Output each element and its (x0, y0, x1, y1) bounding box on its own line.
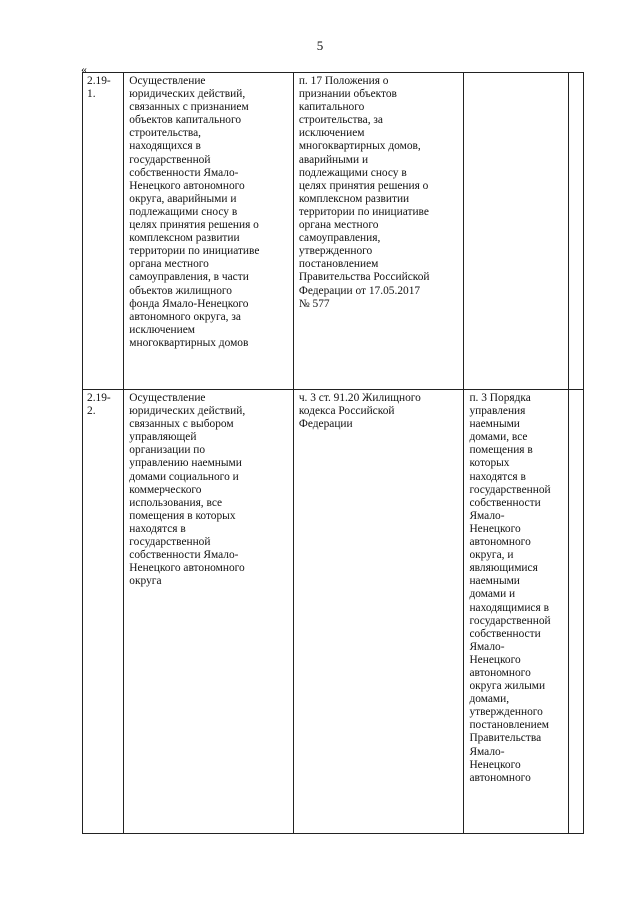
table-row (83, 73, 584, 390)
regional-legal-basis-cell: п. 3 Порядка управления наемными домами, все помещения в которых находятся в государственной собственности Ямало- Ненецкого автономного округа, и являющимися наемными домами и находящимися в государственной собственности Ямало- Ненецкого автономного округа жилыми домами, утвержденного постановлением Правительства Ямало- Ненецкого автономного (464, 390, 568, 834)
row-number-cell: 2.19-2. (83, 390, 124, 834)
extra-cell (568, 73, 583, 390)
opening-quote-mark: « (81, 62, 87, 76)
services-table (82, 72, 584, 834)
federal-legal-basis-cell: п. 17 Положения о признании объектов капитального строительства, за исключением многоквартирных домов, аварийными и подлежащими сносу в целях принятия решения о комплексном развитии территории по инициативе органа местного самоуправления, утвержденного постановлением Правительства Российской Федерации от 17.05.2017 № 577 (293, 73, 464, 390)
page-number: 5 (316, 38, 324, 53)
service-description-cell: Осуществление юридических действий, связанных с признанием объектов капитального строительства, находящихся в государственной собственности Ямало- Ненецкого автономного округа, аварийными и подлежащими сносу в целях принятия решения о комплексном развитии территории по инициативе органа местного самоуправления, в части объектов жилищного фонда Ямало-Ненецкого автономного округа, за исключением многоквартирных домов (124, 73, 294, 390)
regional-legal-basis-cell (464, 73, 568, 390)
service-description-cell: Осуществление юридических действий, связанных с выбором управляющей организации по управлению наемными домами социального и коммерческого использования, все помещения в которых находятся в государственной собственности Ямало- Ненецкого автономного округа (124, 390, 294, 834)
row-number-cell: 2.19-1. (83, 73, 124, 390)
extra-cell (568, 390, 583, 834)
federal-legal-basis-cell: ч. 3 ст. 91.20 Жилищного кодекса Российской Федерации (293, 390, 464, 834)
table-row (83, 390, 584, 834)
